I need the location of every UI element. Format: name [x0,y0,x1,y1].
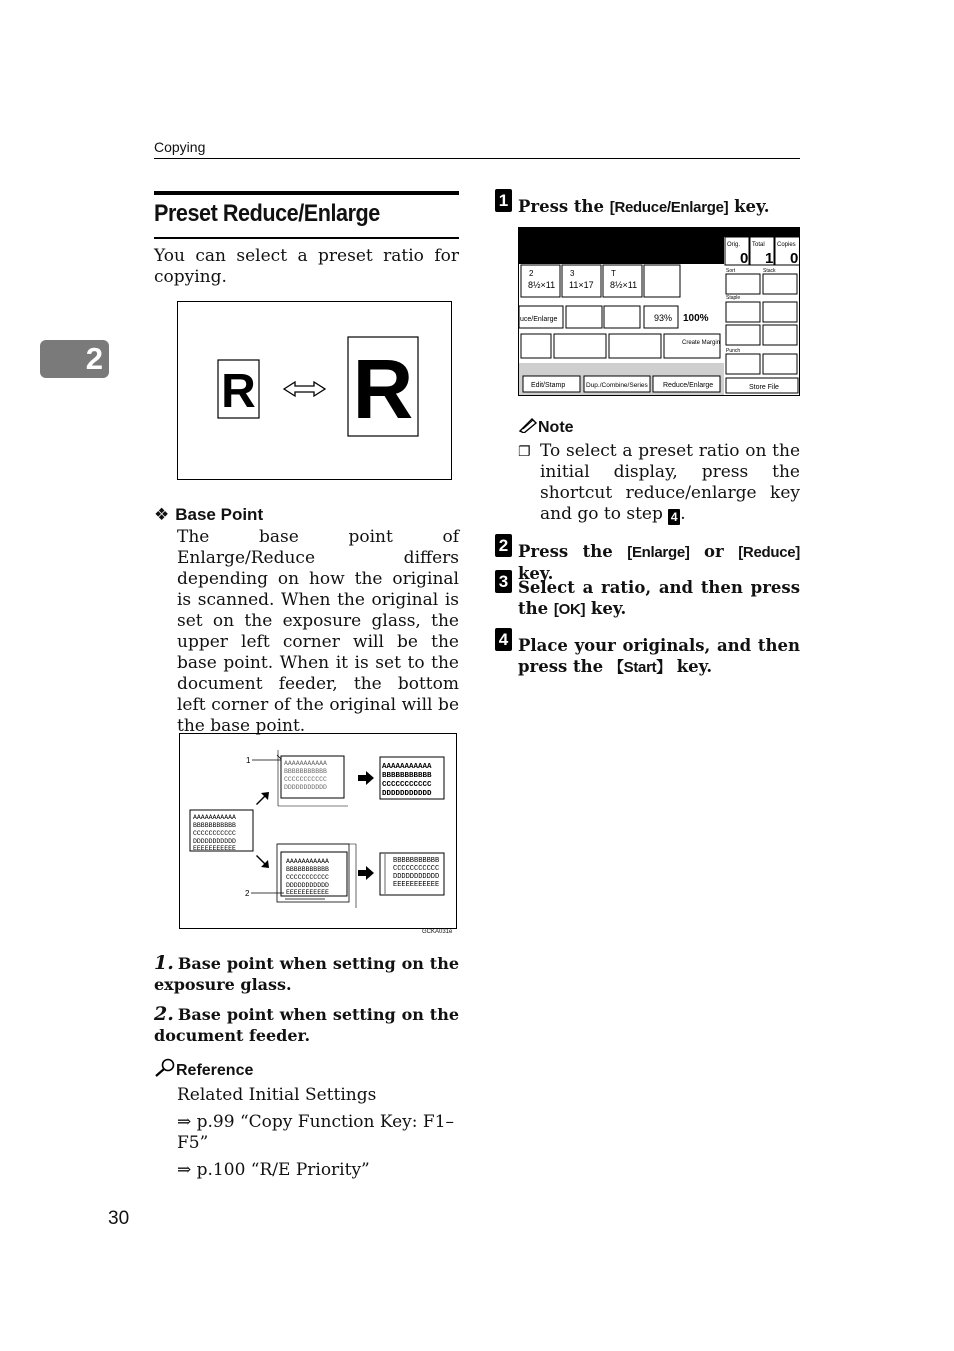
double-arrow-icon [284,382,325,396]
step-4-number: 4 [495,628,512,651]
intro-paragraph: You can select a preset ratio for copying. [154,246,459,287]
create-margin-button: Create Margin [682,340,721,346]
reduce-enlarge-figure [177,301,452,480]
reduce-enlarge-label: uce/Enlarge [520,316,558,323]
staple-label: Staple [726,295,741,301]
note-heading [518,417,574,437]
arrow-down-right-icon [256,855,269,868]
base-point-heading-text: Base Point [175,505,264,524]
reference-line-2: ⇒ p.99 “Copy Function Key: F1–F5” [177,1112,455,1153]
tray-2-number: 3 [570,269,575,278]
title-bottom-rule [154,237,459,239]
orig-value: 0 [740,250,749,267]
figure-label-2: 2 [245,889,250,898]
reference-heading-text: Reference [176,1062,254,1079]
base-point-paragraph: The base point of Enlarge/Reduce differs depending on how the original is scanned. When the original is set on the exposure glass, the upper left corner will be the base point. When it is set to the document feeder, the bottom left corner of the original will be the base point. [177,527,459,736]
orig-label: Orig. [727,242,741,248]
step-2-number: 2 [495,534,512,557]
step-1-text: Press the [Reduce/Enlarge] key. [518,197,770,216]
base-point-figure [179,733,457,929]
reference-line-1: Related Initial Settings [177,1085,377,1105]
small-r-letter: R [221,365,256,418]
top-page-row-d: DDDDDDDDDDD [284,784,327,791]
figure-code: GCKA031e [422,929,453,935]
step-3-text: Select a ratio, and then press the [OK] key. [518,578,800,618]
original-row-e: EEEEEEEEEEE [193,845,236,852]
original-row-a: AAAAAAAAAAA [193,814,236,821]
title-top-rule [154,191,459,195]
store-file-button: Store File [749,384,779,391]
tab-reduce-enlarge: Reduce/Enlarge [663,382,714,389]
copies-label: Copies [777,242,796,248]
section-title: Preset Reduce/Enlarge [154,200,380,227]
reference-line-3: ⇒ p.100 “R/E Priority” [177,1160,370,1180]
caption-2-number: 2. [154,1003,174,1025]
running-head: Copying [154,139,206,155]
arrow-up-right-icon [256,792,269,805]
figure-label-1: 1 [246,756,251,765]
caption-1-number: 1. [154,952,174,974]
tray-2-paper: 11×17 [569,280,594,290]
arrow-right-icon [358,866,374,880]
top-page-row-b: BBBBBBBBBBB [284,768,327,775]
step-3-number: 3 [495,570,512,593]
bottom-page-row-a: AAAAAAAAAAA [286,858,329,865]
tray-3-number: T [611,269,616,278]
caption-1-text: Base point when setting on the exposure glass. [154,954,459,994]
bottom-page-row-c: CCCCCCCCCCC [286,874,329,881]
enlarge-key-label: [Enlarge] [627,544,690,561]
bottom-result-row-e: EEEEEEEEEEE [393,881,440,889]
punch-label: Punch [726,348,741,354]
diamond-bullet-icon: ❖ [154,505,170,525]
caption-2 [154,1004,459,1046]
control-panel-illustration [519,228,800,396]
original-row-b: BBBBBBBBBBB [193,822,236,829]
step-2-text: Press the [Enlarge] or [Reduce] key. [518,542,800,583]
current-ratio: 100% [683,313,709,324]
base-point-heading [154,505,263,525]
top-result-row-a: AAAAAAAAAAA [382,763,432,771]
tray-3-paper: 8½×11 [610,280,638,290]
note-heading-text: Note [538,419,574,436]
large-r-letter: R [352,342,414,436]
copies-value: 0 [790,250,799,267]
pencil-note-icon [518,417,538,433]
chapter-number: 2 [85,341,103,376]
base-point-illustration [180,734,456,928]
caption-1 [154,953,459,995]
bottom-result-row-d: DDDDDDDDDDD [393,873,440,881]
bottom-result-row-c: CCCCCCCCCCC [393,865,440,873]
tab-edit-stamp: Edit/Stamp [531,382,566,389]
bottom-page-row-e: EEEEEEEEEEE [286,889,329,896]
ok-key-label: [OK] [553,601,586,618]
top-page-row-c: CCCCCCCCCCC [284,776,327,783]
bottom-page-row-b: BBBBBBBBBBB [286,866,329,873]
reduce-key-label: [Reduce] [738,544,800,561]
copier-control-panel-screen [518,227,800,396]
tray-1-number: 2 [529,269,534,278]
page-number: 30 [108,1208,130,1229]
reference-heading [154,1058,253,1080]
total-label: Total [752,242,765,248]
ratio-93-button: 93% [654,313,673,323]
caption-2-text: Base point when setting on the document feeder. [154,1005,459,1045]
step-4-reference: 4 [668,509,680,525]
step-1-number: 1 [495,189,512,212]
header-rule [154,158,800,159]
bottom-page-row-d: DDDDDDDDDDD [286,882,329,889]
reduce-enlarge-key-label: [Reduce/Enlarge] [609,199,729,216]
step-4-text: Place your originals, and then press the 【Start】 key. [518,636,800,676]
tray-1-paper: 8½×11 [528,280,556,290]
top-result-row-c: CCCCCCCCCCC [382,781,432,789]
chapter-tab [40,340,109,378]
top-result-row-b: BBBBBBBBBBB [382,772,432,780]
magnifier-icon [154,1058,176,1078]
total-value: 1 [765,250,774,267]
reduce-enlarge-illustration [178,302,451,479]
original-row-c: CCCCCCCCCCC [193,830,236,837]
tab-dup-combine-series: Dup./Combine/Series [586,382,648,389]
top-result-row-d: DDDDDDDDDDD [382,790,432,798]
stack-label: Stack [763,268,776,274]
note-text: To select a preset ratio on the initial display, press the shortcut reduce/enlarge key and go to step 4 . [540,441,800,524]
start-key-label: 【Start】 [608,659,671,676]
original-row-d: DDDDDDDDDDD [193,838,236,845]
top-page-row-a: AAAAAAAAAAA [284,760,327,767]
bottom-result-row-b: BBBBBBBBBBB [393,857,440,865]
arrow-right-icon [358,771,374,785]
reference-body [177,1085,459,1187]
note-checkbox-bullet: ❐ [518,444,531,460]
sort-label: Sort [726,268,736,274]
